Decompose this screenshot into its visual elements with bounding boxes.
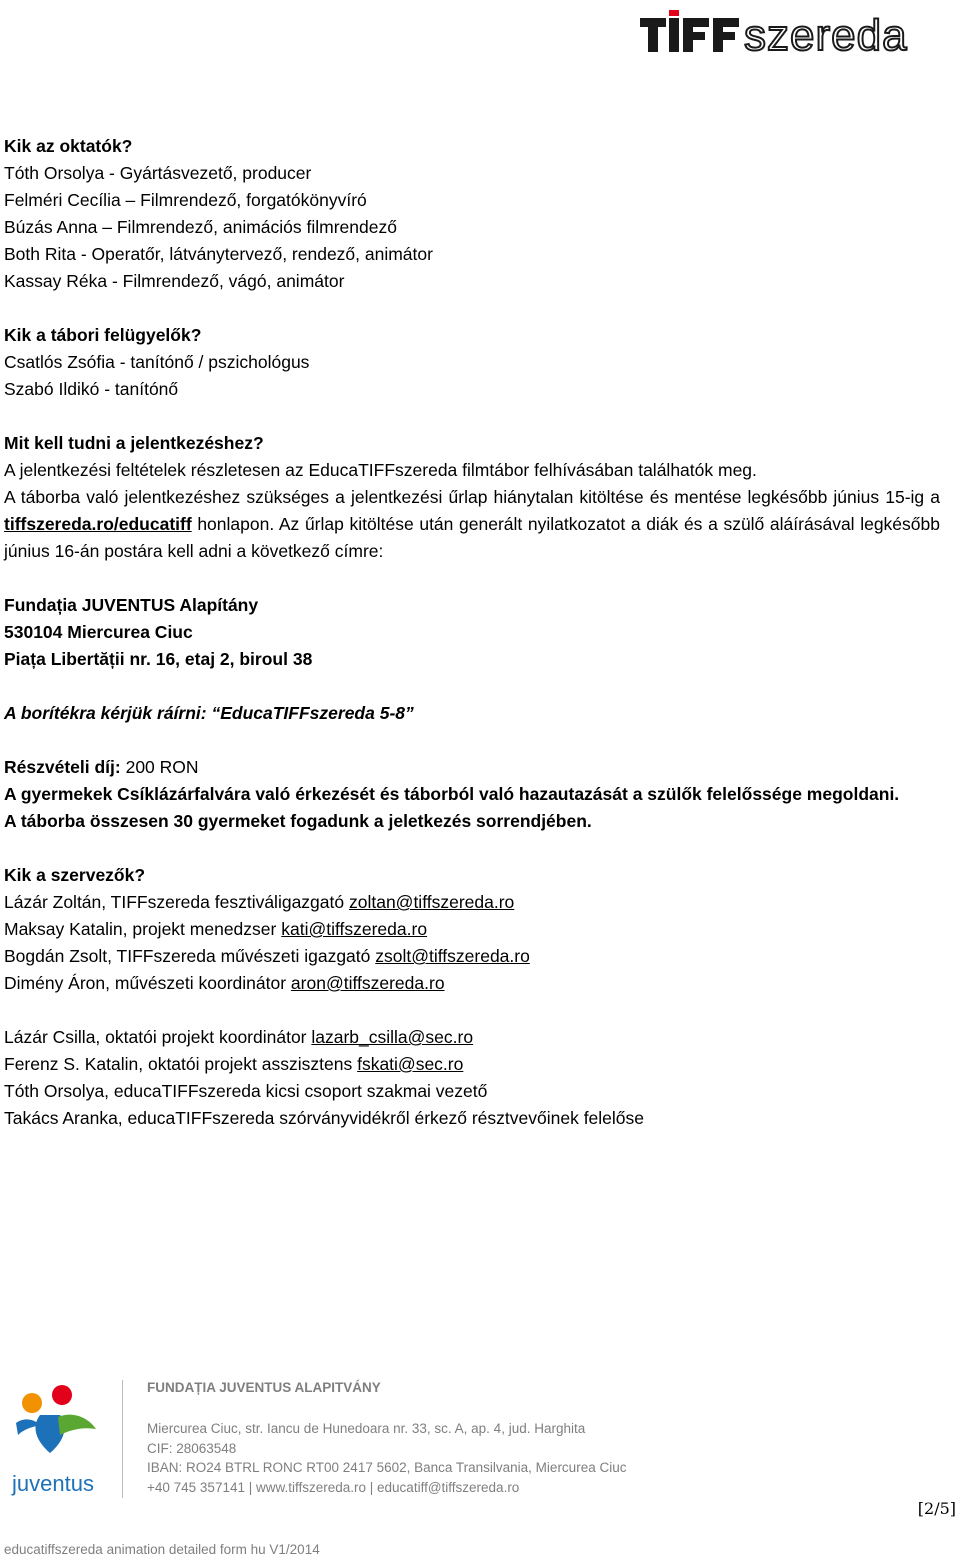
educatiff-link[interactable]: tiffszereda.ro/educatiff	[4, 514, 192, 534]
organizer-item	[4, 1051, 940, 1078]
organizer-name: Takács Aranka, educaTIFFszereda szórványvidékről érkező résztvevőinek felelőse	[4, 1108, 645, 1128]
fee-label: Részvételi díj:	[4, 757, 121, 777]
organizer-item	[4, 1024, 940, 1051]
organizer-name: Tóth Orsolya, educaTIFFszereda kicsi csoport szakmai vezető	[4, 1081, 488, 1101]
supervisors-heading: Kik a tábori felügyelők?	[4, 325, 202, 345]
organizer-name: Bogdán Zsolt, TIFFszereda művészeti igazgató	[4, 946, 376, 966]
email-link[interactable]: fskati@sec.ro	[357, 1054, 464, 1074]
juventus-logo	[10, 1383, 105, 1503]
supervisor-item: Szabó Ildikó - tanítónő	[4, 379, 179, 399]
organizer-name: Lázár Csilla, oktatói projekt koordinátor	[4, 1027, 312, 1047]
envelope-note: A borítékra kérjük ráírni: “EducaTIFFszereda 5-8”	[4, 703, 414, 723]
email-link[interactable]: aron@tiffszereda.ro	[290, 973, 445, 993]
organizer-item	[4, 970, 940, 997]
juventus-logo-text: juventus	[12, 1471, 94, 1496]
apply-text-start: A táborba való jelentkezéshez szükséges a jelentkezési űrlap hiánytalan kitöltése és mentése legkésőbb június 15-ig a	[4, 487, 940, 507]
capacity-note: A táborba összesen 30 gyermeket fogadunk a jeletkezés sorrendjében.	[4, 811, 592, 831]
footer-address: Miercurea Ciuc, str. Iancu de Hunedoara nr. 33, sc. A, ap. 4, jud. Harghita	[147, 1421, 586, 1436]
organizers-heading: Kik a szervezők?	[4, 865, 146, 885]
organizer-item	[4, 1105, 940, 1132]
address-line: 530104 Miercurea Ciuc	[4, 622, 193, 642]
tiffszereda-logo	[640, 8, 930, 56]
address-line: Fundația JUVENTUS Alapítány	[4, 595, 259, 615]
organizer-name: Dimény Áron, művészeti koordinátor	[4, 973, 291, 993]
address-line: Piața Libertății nr. 16, etaj 2, biroul 38	[4, 649, 313, 669]
apply-heading: Mit kell tudni a jelentkezéshez?	[4, 433, 264, 453]
apply-line: A jelentkezési feltételek részletesen az EducaTIFFszereda filmtábor felhívásában találhatók meg.	[4, 460, 757, 480]
supervisor-item: Csatlós Zsófia - tanítónő / pszichológus	[4, 352, 310, 372]
teacher-item: Búzás Anna – Filmrendező, animációs filmrendező	[4, 217, 397, 237]
teacher-item: Felméri Cecília – Filmrendező, forgatókönyvíró	[4, 190, 367, 210]
footer-contact: +40 745 357141 | www.tiffszereda.ro | educatiff@tiffszereda.ro	[147, 1479, 520, 1495]
footer-iban: IBAN: RO24 BTRL RONC RT00 2417 5602, Banca Transilvania, Miercurea Ciuc	[147, 1460, 627, 1475]
teacher-item: Both Rita - Operatőr, látványtervező, rendező, animátor	[4, 244, 433, 264]
fee-value: 200 RON	[120, 757, 199, 777]
teacher-item: Kassay Réka - Filmrendező, vágó, animátor	[4, 271, 345, 291]
teacher-item: Tóth Orsolya - Gyártásvezető, producer	[4, 163, 312, 183]
organizer-item	[4, 1078, 940, 1105]
organizer-name: Lázár Zoltán, TIFFszereda fesztiváligazgató	[4, 892, 349, 912]
email-link[interactable]: zoltan@tiffszereda.ro	[348, 892, 515, 912]
footer-details	[147, 1419, 626, 1497]
email-link[interactable]: zsolt@tiffszereda.ro	[375, 946, 530, 966]
organizer-name: Ferenz S. Katalin, oktatói projekt asszisztens	[4, 1054, 358, 1074]
email-link[interactable]: lazarb_csilla@sec.ro	[311, 1027, 474, 1047]
footer-org-name: FUNDAȚIA JUVENTUS ALAPITVÁNY	[147, 1380, 381, 1395]
svg-text:szereda: szereda	[744, 11, 908, 56]
organizer-name: Maksay Katalin, projekt menedzser	[4, 919, 282, 939]
footer-divider	[122, 1380, 123, 1498]
fee-line	[4, 754, 940, 781]
organizer-item	[4, 889, 940, 916]
page-number: [2/5]	[917, 1499, 956, 1518]
document-body	[4, 133, 940, 1132]
email-link[interactable]: kati@tiffszereda.ro	[281, 919, 428, 939]
organizer-item	[4, 943, 940, 970]
teachers-heading: Kik az oktatók?	[4, 136, 133, 156]
footer-cif: CIF: 28063548	[147, 1440, 237, 1456]
apply-paragraph	[4, 484, 940, 565]
apply-text-end: honlapon. Az űrlap kitöltése után generált nyilatkozatot a diák és a szülő aláírásával legkésőbb június 16-án postára kell adni a következő címre:	[4, 514, 940, 561]
parents-note: A gyermekek Csíklázárfalvára való érkezését és táborból való hazautazását a szülők felelőssége megoldani.	[4, 784, 900, 804]
organizer-item	[4, 916, 940, 943]
document-id: educatiffszereda animation detailed form hu V1/2014	[4, 1542, 320, 1557]
